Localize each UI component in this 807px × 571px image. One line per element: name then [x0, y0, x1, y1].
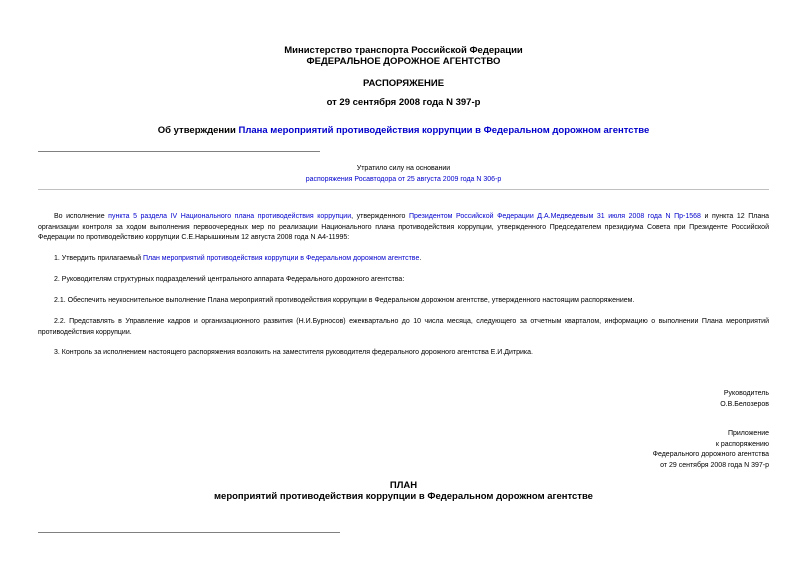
title-prefix: Об утверждении	[157, 125, 239, 136]
preamble-paragraph	[38, 212, 769, 244]
appendix-line-2: к распоряжению	[715, 441, 769, 448]
preamble-link-national-plan[interactable]: пункта 5 раздела IV Национального плана противодействия коррупции	[108, 213, 352, 220]
item-1-plan-link[interactable]: План мероприятий противодействия коррупции в Федеральном дорожном агентстве	[142, 255, 420, 262]
document-type: РАСПОРЯЖЕНИЕ	[362, 78, 445, 89]
appendix-line-3: Федерального дорожного агентства	[652, 451, 769, 458]
title-plan-link[interactable]: Плана мероприятий противодействия коррупции в Федеральном дорожном агентстве	[238, 125, 650, 136]
status-repeal-link[interactable]: распоряжения Росавтодора от 25 августа 2009 года N 306-р	[305, 176, 502, 183]
preamble-text-1: Во исполнение	[54, 213, 109, 220]
item-2-2: 2.2. Представлять в Управление кадров и организационного развития (Н.И.Бурносов) ежеквартально до 10 числа месяца, следующего за отчетным кварталом, информацию о выполнении Плана мероприятий противодействия коррупции.	[38, 318, 769, 336]
document-date: от 29 сентября 2008 года N 397-р	[326, 97, 481, 108]
item-1-suffix: .	[419, 255, 422, 262]
plan-title: ПЛАН	[389, 480, 418, 491]
item-3: 3. Контроль за исполнением настоящего распоряжения возложить на заместителя руководителя федерального дорожного агентства Е.И.Дитрика.	[54, 349, 533, 356]
appendix-line-4: от 29 сентября 2008 года N 397-р	[660, 462, 769, 469]
document-title	[38, 125, 769, 137]
agency-name: ФЕДЕРАЛЬНОЕ ДОРОЖНОЕ АГЕНТСТВО	[306, 56, 501, 67]
status-note: Утратило силу на основании	[356, 165, 451, 172]
preamble-text-2: , утвержденного	[351, 213, 409, 220]
item-2-1: 2.1. Обеспечить неукоснительное выполнение Плана мероприятий противодействия коррупции в Федеральном дорожном агентстве, утвержденного настоящим распоряжением.	[54, 297, 635, 304]
preamble-link-president[interactable]: Президентом Российской Федерации Д.А.Медведевым 31 июля 2008 года N Пр-1568	[408, 213, 701, 220]
appendix-line-1: Приложение	[727, 430, 769, 437]
preamble-text-3: и пункта 12 Плана организации контроля за ходом выполнения первоочередных мер по реализации Национального плана противодействия коррупции, утвержденного Председателем президиума Совета при Президенте Российской Федерации по противодействию коррупции С.Е.Нарышкиным 12 августа 2008 года N А4-11995:	[38, 213, 770, 242]
divider-top	[38, 151, 320, 152]
divider-bottom	[38, 532, 340, 533]
divider-status	[38, 189, 769, 190]
plan-subtitle: мероприятий противодействия коррупции в Федеральном дорожном агентстве	[214, 491, 593, 502]
item-1-prefix: 1. Утвердить прилагаемый	[54, 255, 143, 262]
signature-role: Руководитель	[723, 390, 769, 397]
ministry-name: Министерство транспорта Российской Федерации	[284, 45, 523, 56]
signature-name: О.В.Белозеров	[720, 401, 769, 408]
item-2: 2. Руководителям структурных подразделений центрального аппарата Федерального дорожного агентства:	[54, 276, 405, 283]
item-1	[38, 254, 769, 265]
